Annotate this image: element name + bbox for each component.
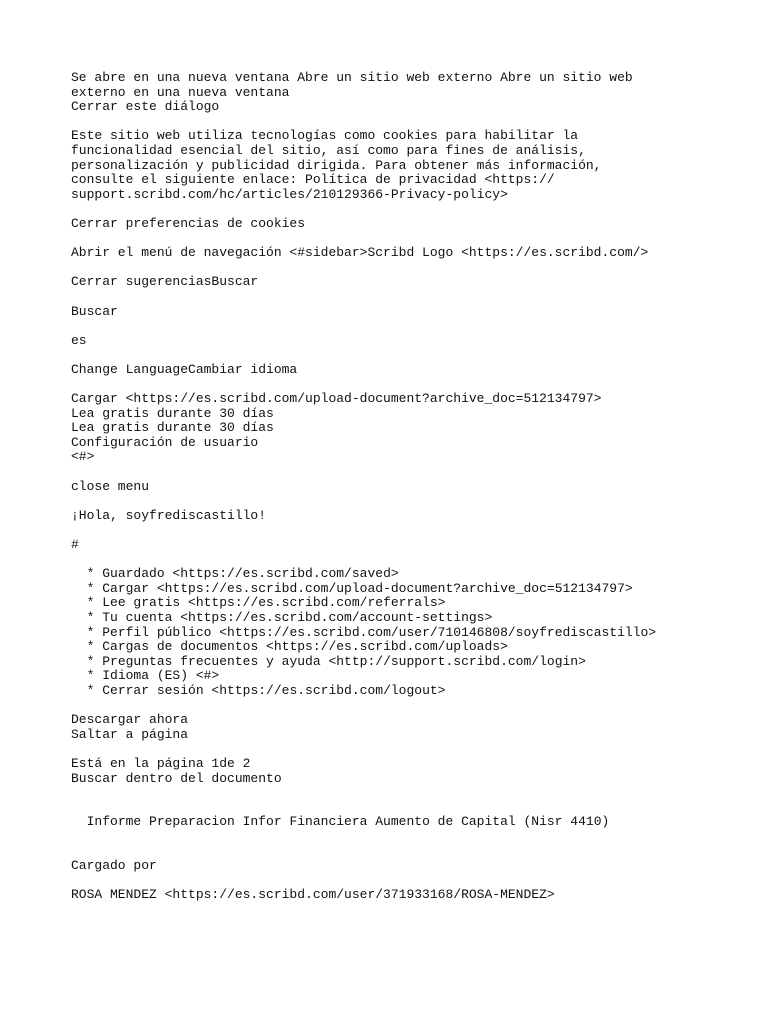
user-menu-item-logout[interactable]: * Cerrar sesión <https://es.scribd.com/logout>	[71, 684, 751, 699]
privacy-policy-link-line-2[interactable]: support.scribd.com/hc/articles/210129366-Privacy-policy>	[71, 186, 508, 202]
read-free-link-secondary[interactable]: Lea gratis durante 30 días	[71, 420, 274, 436]
cookie-notice-line-1: Este sitio web utiliza tecnologías como cookies para habilitar la	[71, 128, 579, 144]
user-menu-item-account[interactable]: * Tu cuenta <https://es.scribd.com/account-settings>	[71, 611, 751, 626]
nav-menu-and-logo-link[interactable]: Abrir el menú de navegación <#sidebar>Scribd Logo <https://es.scribd.com/>	[71, 245, 649, 261]
hash-link[interactable]: #	[71, 537, 79, 552]
uploaded-by-label: Cargado por	[71, 858, 157, 874]
user-settings-hash-link[interactable]: <#>	[71, 449, 95, 465]
user-menu-item-help[interactable]: * Preguntas frecuentes y ayuda <http://support.scribd.com/login>	[71, 655, 751, 670]
new-window-notice-line-1: Se abre en una nueva ventana Abre un sitio web externo Abre un sitio web	[71, 70, 633, 85]
user-greeting: ¡Hola, soyfrediscastillo!	[71, 507, 267, 523]
jump-to-page-button[interactable]: Saltar a página	[71, 726, 189, 742]
user-settings-button[interactable]: Configuración de usuario	[71, 434, 259, 450]
page-indicator: Está en la página 1de 2	[71, 755, 251, 771]
document-title	[71, 815, 751, 830]
cookie-notice-line-3: personalización y publicidad dirigida. Para obtener más información,	[71, 157, 602, 173]
upload-link[interactable]: Cargar <https://es.scribd.com/upload-document?archive_doc=512134797>	[71, 391, 602, 407]
search-button[interactable]: Buscar	[71, 303, 118, 319]
new-window-notice-line-2: externo en una nueva ventana	[71, 84, 290, 100]
read-free-link[interactable]: Lea gratis durante 30 días	[71, 405, 274, 421]
user-menu-list	[71, 567, 751, 698]
user-menu-item-upload[interactable]: * Cargar <https://es.scribd.com/upload-document?archive_doc=512134797>	[71, 582, 751, 597]
user-menu-item-read-free[interactable]: * Lee gratis <https://es.scribd.com/referrals>	[71, 596, 751, 611]
cookie-notice-line-2: funcionalidad esencial del sitio, así como para fines de análisis,	[71, 142, 586, 158]
download-now-button[interactable]: Descargar ahora	[71, 712, 189, 728]
change-language-button[interactable]: Change LanguageCambiar idioma	[71, 361, 298, 377]
user-menu-item-public-profile[interactable]: * Perfil público <https://es.scribd.com/user/710146808/soyfrediscastillo>	[71, 626, 751, 641]
user-menu-item-saved[interactable]: * Guardado <https://es.scribd.com/saved>	[71, 567, 751, 582]
language-code[interactable]: es	[71, 332, 87, 348]
close-suggestions-button[interactable]: Cerrar sugerenciasBuscar	[71, 274, 259, 290]
search-in-document-button[interactable]: Buscar dentro del documento	[71, 770, 282, 786]
user-menu-item-uploads[interactable]: * Cargas de documentos <https://es.scribd.com/uploads>	[71, 640, 751, 655]
close-menu-button[interactable]: close menu	[71, 478, 150, 494]
document-title-text: Informe Preparacion Infor Financiera Aumento de Capital (Nisr 4410)	[86, 814, 610, 830]
close-dialog-link[interactable]: Cerrar este diálogo	[71, 99, 220, 115]
author-link[interactable]: ROSA MENDEZ <https://es.scribd.com/user/371933168/ROSA-MENDEZ>	[71, 887, 555, 903]
user-menu-item-language[interactable]: * Idioma (ES) <#>	[71, 669, 751, 684]
privacy-policy-link-line-1[interactable]: consulte el siguiente enlace: Política de privacidad <https://	[71, 172, 555, 188]
page-text	[71, 71, 751, 903]
close-cookie-preferences-button[interactable]: Cerrar preferencias de cookies	[71, 215, 306, 231]
